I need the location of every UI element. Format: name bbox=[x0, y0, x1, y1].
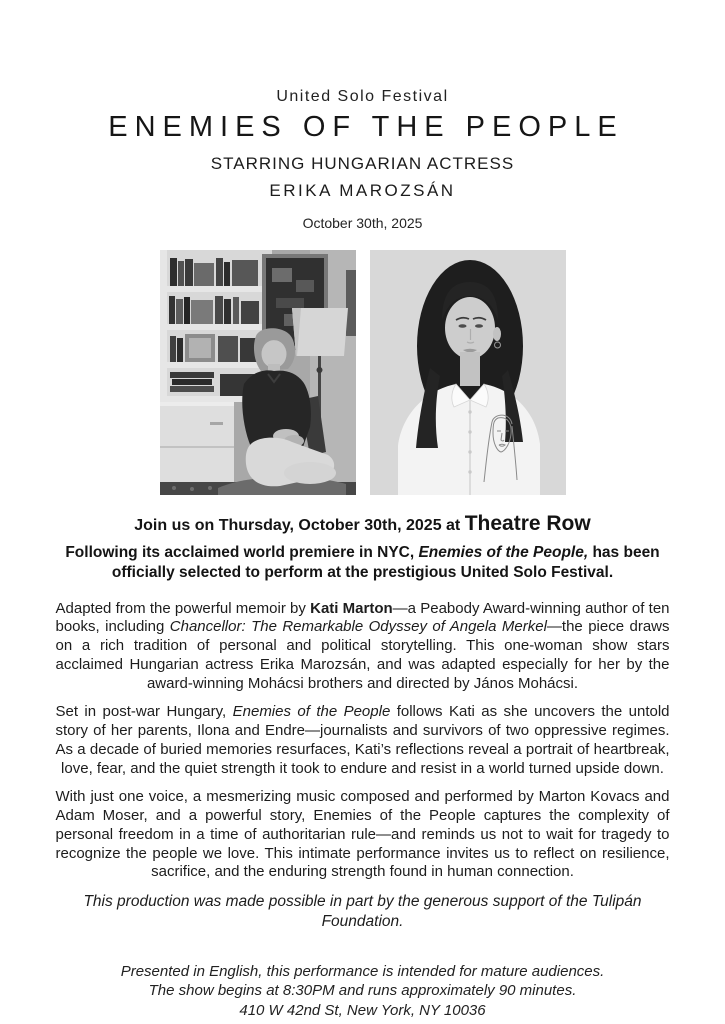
venue-name: Theatre Row bbox=[464, 512, 591, 535]
join-line bbox=[56, 512, 670, 536]
show-title: ENEMIES OF THE PEOPLE bbox=[108, 111, 624, 143]
join-prefix: Join us on Thursday, October 30th, 2025 at bbox=[134, 517, 465, 534]
paragraph-memoir bbox=[56, 600, 670, 694]
white-cabinet bbox=[160, 402, 234, 490]
p2-show-title: Enemies of the People bbox=[232, 703, 391, 721]
p1-run1: Adapted from the powerful memoir by bbox=[55, 599, 311, 617]
footer-audience-note: Presented in English, this performance is intended for mature audiences. bbox=[120, 962, 605, 980]
p1-run5: —the piece draws on a rich tradition of personal and political storytelling. This one-woman show stars acclaimed Hungarian actress Erika Marozsán, and was adapted especially for her by the award-winning Mohácsi brothers and directed by János Mohácsi. bbox=[55, 618, 670, 692]
erika-marozsan-illustration bbox=[370, 250, 566, 495]
photo-erika-marozsan bbox=[370, 250, 566, 495]
paragraph-music: With just one voice, a mesmerizing music composed and performed by Marton Kovacs and Adam Moser, and a powerful story, Enemies of the People captures the complexity of personal freedom in a time of authoritarian rule—and reminds us not to wait for tragedy to recognize the people we love. This intimate performance invites us to reflect on resilience, sacrifice, and the enduring strength found in human connection. bbox=[55, 788, 670, 881]
show-date: October 30th, 2025 bbox=[302, 215, 423, 231]
p2-run1: Set in post-war Hungary, bbox=[55, 703, 233, 721]
festival-name: United Solo Festival bbox=[276, 88, 449, 105]
actress-name: ERIKA MAROZSÁN bbox=[269, 181, 456, 200]
p1-author-name: Kati Marton bbox=[310, 599, 393, 617]
starring-line: STARRING HUNGARIAN ACTRESS bbox=[210, 154, 515, 173]
premiere-blurb bbox=[56, 543, 670, 583]
p2-run3: follows Kati as she uncovers the untold story of her parents, Ilona and Endre—journalists and survivors of two oppressive regimes. As a decade of buried memories resurfaces, Kati’s reflections reveal a portrait of heartbreak, love, fear, and the quiet strength it took to endure and resist in a world turned upside down. bbox=[55, 703, 670, 777]
p1-run3: —a Peabody Award-winning author of ten books, including bbox=[55, 599, 670, 636]
body-section bbox=[56, 600, 670, 931]
footer-showtime: The show begins at 8:30PM and runs approximately 90 minutes. bbox=[148, 982, 577, 1000]
blurb-part1: Following its acclaimed world premiere in NYC, bbox=[65, 544, 419, 561]
footer-address: 410 W 42nd St, New York, NY 10036 bbox=[239, 1001, 486, 1019]
blurb-show-title: Enemies of the People, bbox=[418, 544, 589, 561]
side-frame bbox=[346, 270, 356, 336]
paragraph-story bbox=[56, 703, 670, 778]
flyer-footer bbox=[0, 962, 725, 1021]
kati-marton-illustration bbox=[160, 250, 356, 495]
flyer-header bbox=[0, 88, 725, 231]
blurb-part2: has been officially selected to perform at the prestigious United Solo Festival. bbox=[111, 544, 660, 581]
p1-book-title: Chancellor: The Remarkable Odyssey of Angela Merkel bbox=[169, 618, 547, 636]
photo-row bbox=[0, 250, 725, 495]
foundation-credit: This production was made possible in part by the generous support of the Tulipán Foundation. bbox=[83, 893, 642, 930]
photo-kati-marton bbox=[160, 250, 356, 495]
announcement-section bbox=[56, 512, 670, 583]
